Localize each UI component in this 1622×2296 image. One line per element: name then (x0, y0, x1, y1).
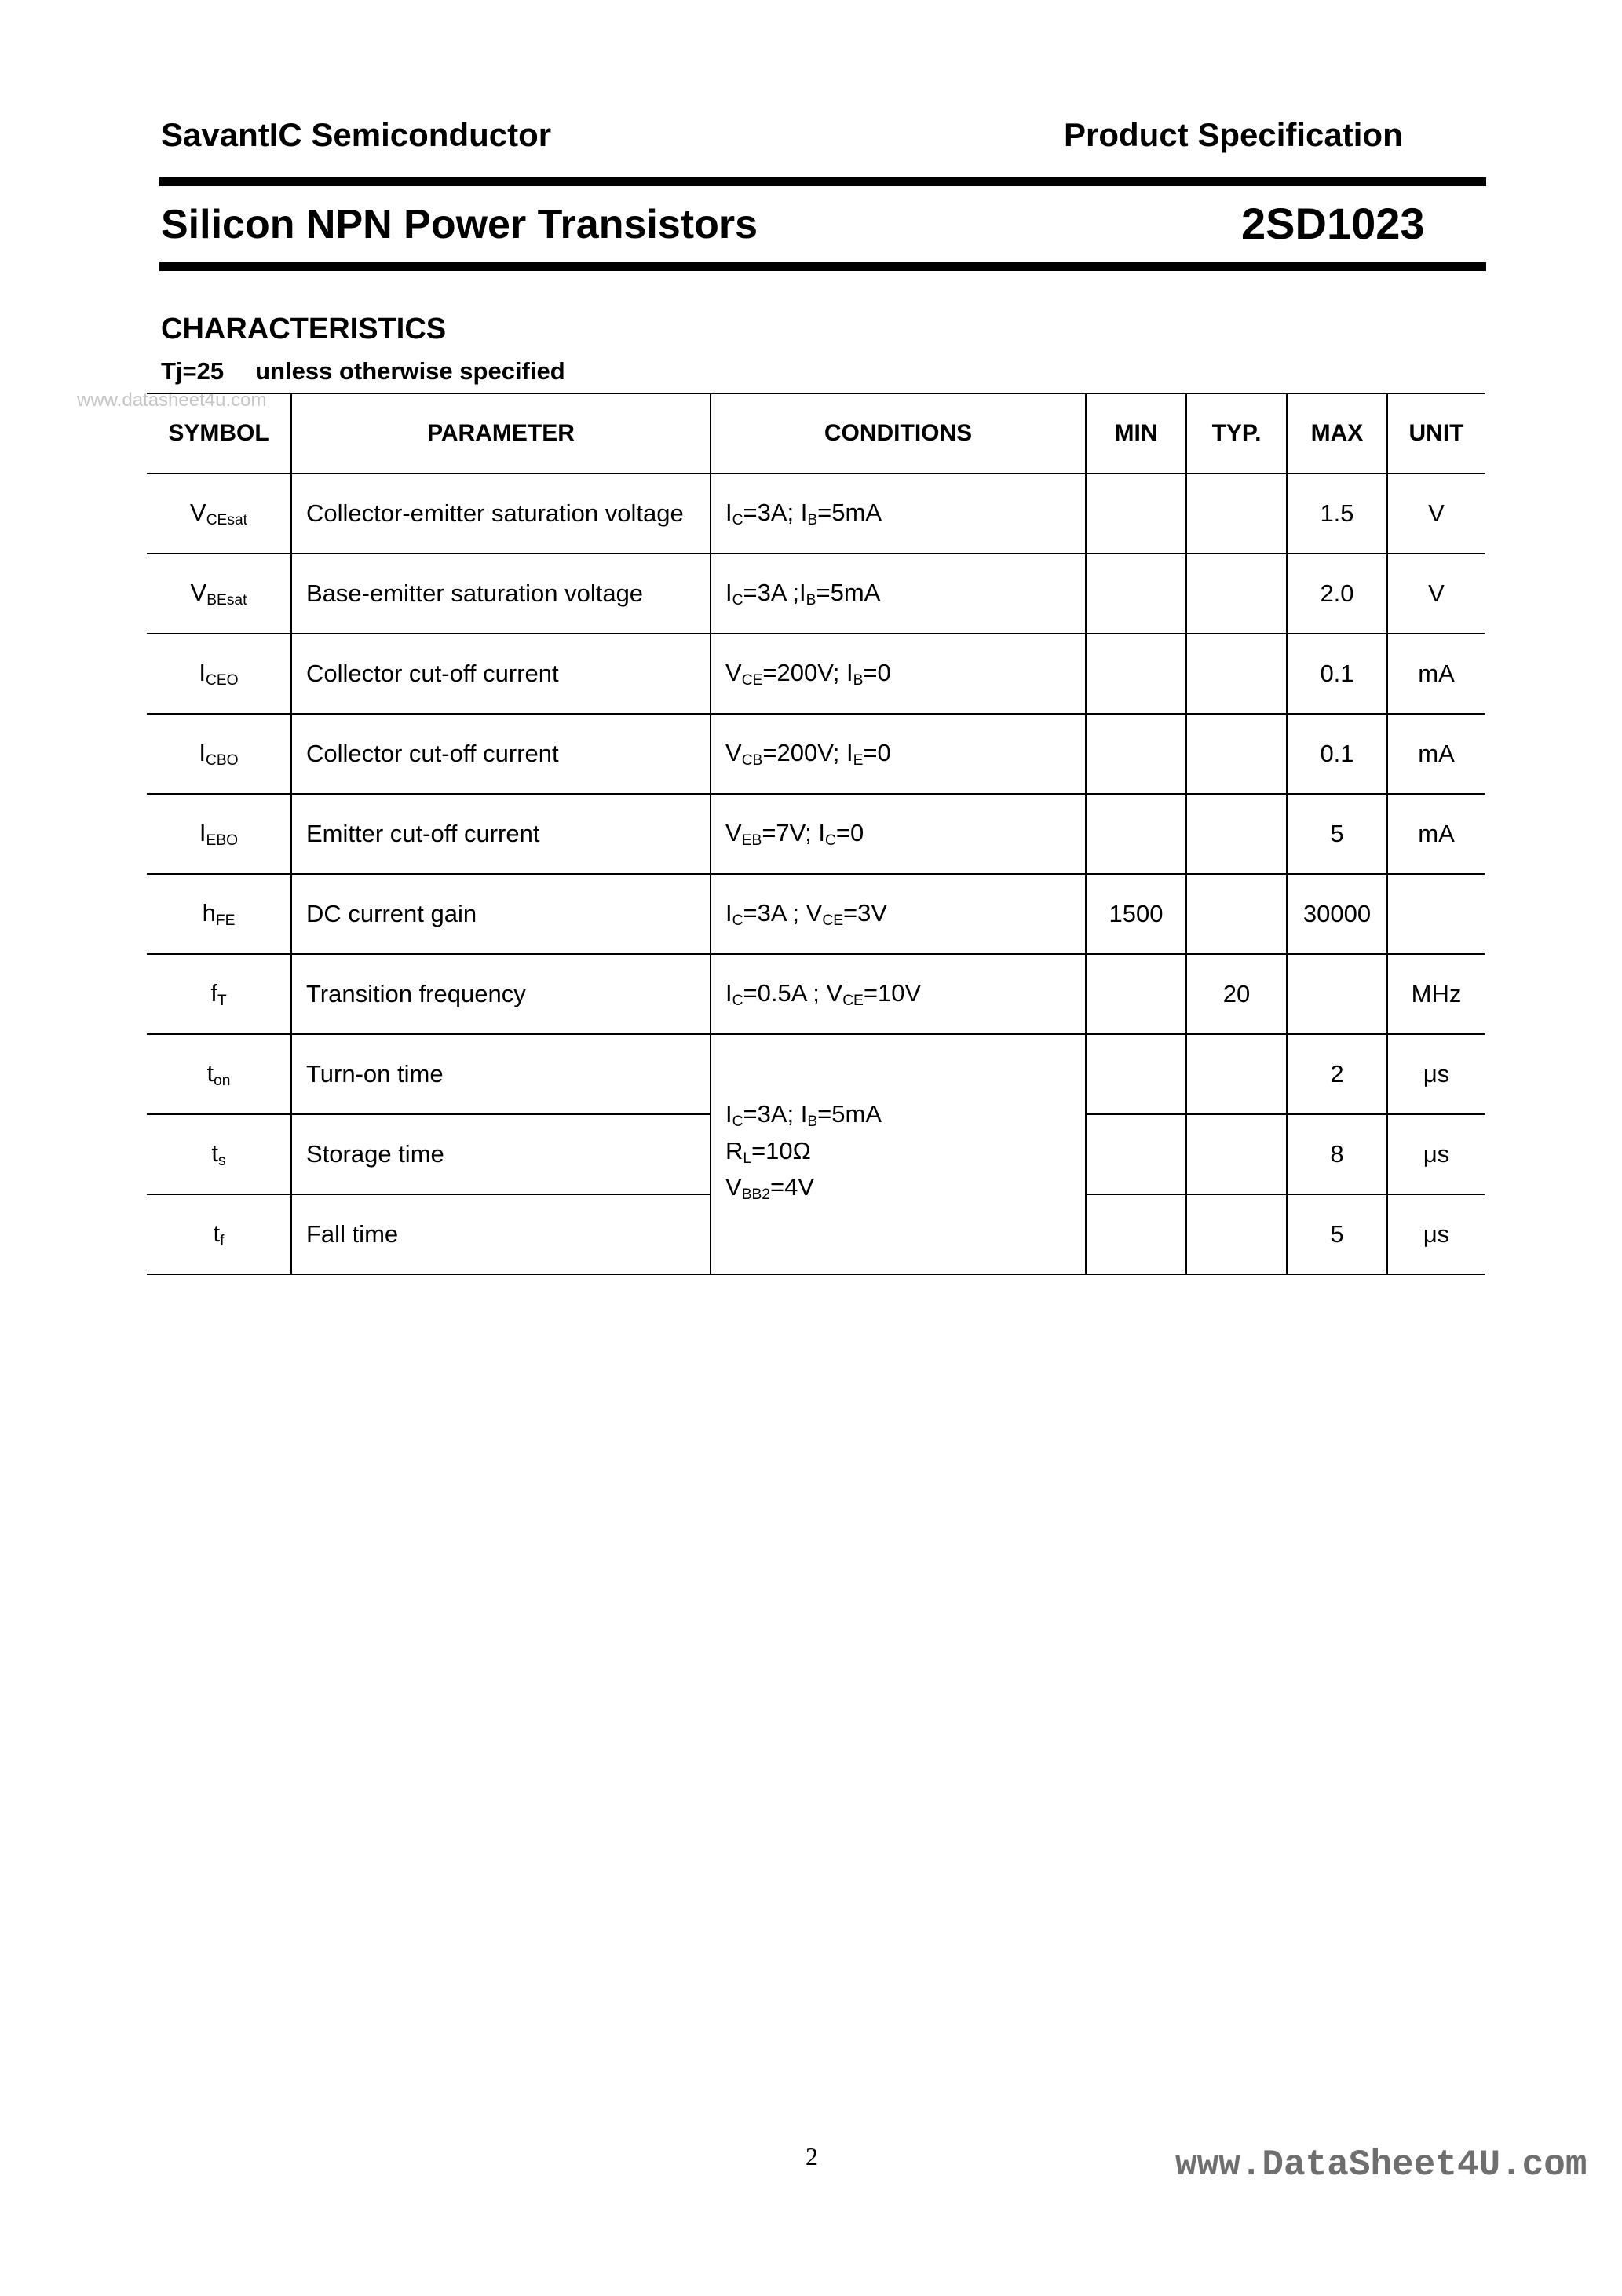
min-cell (1086, 473, 1186, 554)
typ-cell (1186, 874, 1287, 954)
condition-text: V (725, 1173, 742, 1201)
conditions-cell (711, 634, 1086, 714)
condition-subscript: B (806, 591, 816, 609)
condition-subscript: C (825, 832, 836, 849)
symbol-main: t (213, 1219, 221, 1247)
col-header-parameter: PARAMETER (291, 393, 711, 473)
max-cell: 5 (1287, 1194, 1387, 1274)
min-cell (1086, 1114, 1186, 1194)
symbol-main: h (202, 898, 216, 927)
symbol-cell (147, 714, 291, 794)
condition-text: =7V; I (762, 818, 826, 846)
condition-text: =4V (769, 1173, 815, 1201)
watermark-top: www.datasheet4u.com (77, 389, 267, 411)
conditions-cell (711, 874, 1086, 954)
symbol-cell (147, 1114, 291, 1194)
condition-text: I (725, 978, 732, 1007)
table-header-row (147, 393, 1485, 473)
junction-temperature: Tj=25 (161, 357, 225, 385)
table-row (147, 1034, 1485, 1114)
unit-cell: μs (1387, 1114, 1485, 1194)
parameter-cell: Turn-on time (291, 1034, 711, 1114)
page-number: 2 (806, 2142, 818, 2170)
parameter-cell: Transition frequency (291, 954, 711, 1034)
condition-text: V (725, 738, 742, 766)
condition-subscript: B (807, 1113, 818, 1130)
condition-subscript: B (853, 671, 864, 689)
symbol-main: t (206, 1058, 214, 1087)
condition-text: =3A ;I (743, 578, 806, 606)
unit-cell: mA (1387, 634, 1485, 714)
symbol-main: f (210, 978, 217, 1007)
switching-conditions-cell (711, 1034, 1086, 1274)
unit-cell: μs (1387, 1034, 1485, 1114)
condition-text: I (725, 898, 732, 927)
conditions-cell (711, 954, 1086, 1034)
condition-subscript: CE (842, 992, 864, 1009)
typ-cell: 20 (1186, 954, 1287, 1034)
typ-cell (1186, 554, 1287, 634)
condition-subscript: CB (741, 751, 763, 769)
max-cell: 0.1 (1287, 634, 1387, 714)
symbol-subscript: FE (215, 912, 236, 929)
max-cell: 2.0 (1287, 554, 1387, 634)
symbol-subscript: on (214, 1072, 231, 1089)
typ-cell (1186, 1114, 1287, 1194)
condition-text: V (725, 658, 742, 686)
unit-cell: μs (1387, 1194, 1485, 1274)
parameter-cell: Collector-emitter saturation voltage (291, 473, 711, 554)
condition-text: R (725, 1136, 743, 1164)
condition-subscript: C (732, 912, 743, 929)
min-cell (1086, 954, 1186, 1034)
condition-note: unless otherwise specified (255, 357, 565, 385)
test-condition (161, 357, 565, 386)
conditions-cell (711, 794, 1086, 874)
condition-text: V (725, 818, 742, 846)
condition-subscript: CE (741, 671, 763, 689)
max-cell: 30000 (1287, 874, 1387, 954)
symbol-cell (147, 954, 291, 1034)
max-cell: 5 (1287, 794, 1387, 874)
part-number: 2SD1023 (1241, 199, 1425, 248)
typ-cell (1186, 714, 1287, 794)
table-row (147, 874, 1485, 954)
symbol-main: I (199, 818, 206, 846)
company-name: SavantIC Semiconductor (161, 116, 552, 153)
condition-subscript: B (807, 511, 818, 528)
unit-cell (1387, 874, 1485, 954)
symbol-cell (147, 794, 291, 874)
product-title: Silicon NPN Power Transistors (161, 202, 758, 247)
condition-text: =200V; I (762, 658, 853, 686)
symbol-subscript: f (220, 1232, 225, 1249)
typ-cell (1186, 1194, 1287, 1274)
col-header-conditions: CONDITIONS (711, 393, 1086, 473)
conditions-cell (711, 554, 1086, 634)
min-cell (1086, 1194, 1186, 1274)
symbol-subscript: T (217, 992, 227, 1009)
col-header-unit: UNIT (1387, 393, 1485, 473)
min-cell (1086, 634, 1186, 714)
condition-subscript: EB (741, 832, 762, 849)
symbol-main: V (190, 578, 207, 606)
table-row (147, 954, 1485, 1034)
symbol-cell (147, 473, 291, 554)
typ-cell (1186, 634, 1287, 714)
condition-text: =5mA (817, 1099, 882, 1128)
symbol-subscript: CBO (206, 751, 239, 769)
characteristics-table (147, 393, 1485, 1275)
symbol-main: t (211, 1139, 218, 1167)
symbol-cell (147, 874, 291, 954)
table-row (147, 473, 1485, 554)
condition-subscript: L (743, 1150, 752, 1167)
symbol-main: V (190, 498, 206, 526)
condition-subscript: C (732, 511, 743, 528)
condition-text: =0 (863, 738, 891, 766)
condition-text: =0 (863, 658, 891, 686)
header-rule-bottom (159, 262, 1486, 271)
max-cell: 0.1 (1287, 714, 1387, 794)
table-row (147, 554, 1485, 634)
unit-cell: V (1387, 473, 1485, 554)
min-cell: 1500 (1086, 874, 1186, 954)
condition-text: =5mA (817, 498, 882, 526)
table-row (147, 634, 1485, 714)
unit-cell: mA (1387, 714, 1485, 794)
condition-text: I (725, 498, 732, 526)
parameter-cell: Collector cut-off current (291, 714, 711, 794)
typ-cell (1186, 794, 1287, 874)
condition-text: =10Ω (751, 1136, 811, 1164)
condition-text: =200V; I (762, 738, 853, 766)
condition-text: I (725, 578, 732, 606)
symbol-cell (147, 1194, 291, 1274)
parameter-cell: DC current gain (291, 874, 711, 954)
table-row (147, 794, 1485, 874)
col-header-typ: TYP. (1186, 393, 1287, 473)
condition-text: =3A ; V (743, 898, 823, 927)
symbol-cell (147, 634, 291, 714)
parameter-cell: Base-emitter saturation voltage (291, 554, 711, 634)
condition-subscript: C (732, 992, 743, 1009)
condition-text: I (725, 1099, 732, 1128)
symbol-subscript: CEO (206, 671, 239, 689)
symbol-subscript: EBO (206, 832, 239, 849)
header-rule-top (159, 177, 1486, 186)
unit-cell: MHz (1387, 954, 1485, 1034)
symbol-main: I (199, 658, 206, 686)
parameter-cell: Storage time (291, 1114, 711, 1194)
unit-cell: mA (1387, 794, 1485, 874)
document-type: Product Specification (1064, 116, 1403, 153)
max-cell: 8 (1287, 1114, 1387, 1194)
condition-subscript: E (853, 751, 864, 769)
min-cell (1086, 714, 1186, 794)
symbol-subscript: s (218, 1152, 226, 1169)
conditions-cell (711, 714, 1086, 794)
symbol-main: I (199, 738, 206, 766)
typ-cell (1186, 1034, 1287, 1114)
condition-line (725, 1172, 1085, 1209)
condition-text: =0 (835, 818, 864, 846)
condition-text: =5mA (816, 578, 881, 606)
col-header-min: MIN (1086, 393, 1186, 473)
section-title: CHARACTERISTICS (161, 313, 447, 345)
min-cell (1086, 1034, 1186, 1114)
max-cell: 1.5 (1287, 473, 1387, 554)
symbol-cell (147, 1034, 291, 1114)
condition-line (725, 1136, 1085, 1173)
parameter-cell: Collector cut-off current (291, 634, 711, 714)
symbol-subscript: BEsat (206, 591, 247, 609)
symbol-cell (147, 554, 291, 634)
condition-subscript: C (732, 1113, 743, 1130)
typ-cell (1186, 473, 1287, 554)
parameter-cell: Emitter cut-off current (291, 794, 711, 874)
parameter-cell: Fall time (291, 1194, 711, 1274)
conditions-cell (711, 473, 1086, 554)
symbol-subscript: CEsat (206, 511, 247, 528)
col-header-symbol: SYMBOL (147, 393, 291, 473)
min-cell (1086, 554, 1186, 634)
col-header-max: MAX (1287, 393, 1387, 473)
watermark-bottom: www.DataSheet4U.com (1175, 2144, 1587, 2185)
condition-subscript: C (732, 591, 743, 609)
max-cell (1287, 954, 1387, 1034)
unit-cell: V (1387, 554, 1485, 634)
min-cell (1086, 794, 1186, 874)
condition-text: =3A; I (743, 498, 808, 526)
condition-text: =0.5A ; V (743, 978, 843, 1007)
condition-subscript: BB2 (741, 1186, 770, 1204)
condition-subscript: CE (822, 912, 844, 929)
max-cell: 2 (1287, 1034, 1387, 1114)
table-row (147, 714, 1485, 794)
condition-text: =3V (843, 898, 888, 927)
condition-text: =10V (863, 978, 922, 1007)
condition-text: =3A; I (743, 1099, 808, 1128)
condition-line (725, 1099, 1085, 1136)
